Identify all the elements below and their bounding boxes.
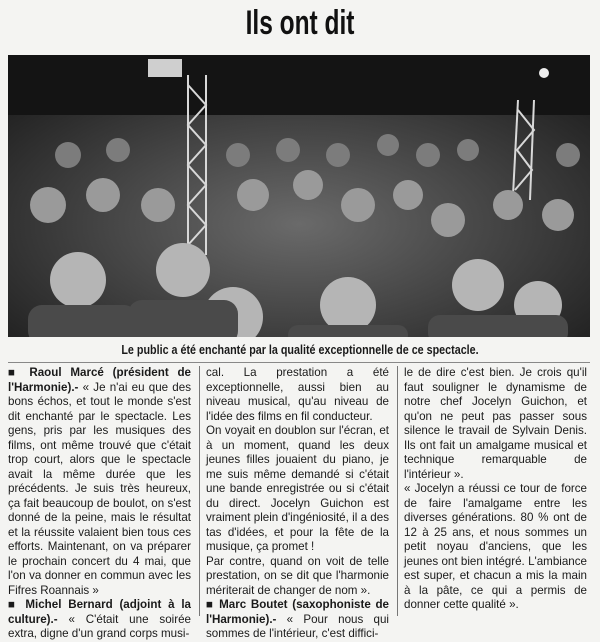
article-column-1 <box>8 366 191 642</box>
caption-divider <box>8 362 590 363</box>
article-column-2 <box>206 366 389 642</box>
quote-text: « C'était une soirée extra, digne d'un grand corps musi- <box>8 612 191 640</box>
quote-michel-bernard <box>8 598 191 642</box>
quote-raoul-marce <box>8 366 191 598</box>
audience-photo <box>8 55 590 337</box>
column-separator <box>397 366 398 616</box>
article-title: Ils ont dit <box>245 4 355 42</box>
quote-text: « Je n'ai eu que des bons échos, et tout le monde s'est dit enchanté par le spectacle. Les gens, pris par les musiques des films, ont même trouvé que c'était trop court, alors que le spectacle avait la même durée que les précédents. Je suis très heureux, ça fait beaucoup de boulot, on s'est donné de la peine, mais le résultat et la réussite valaient bien tous ces efforts. Maintenant, on va préparer le prochain concert du 4 mai, que l'on va donner en commun avec les Fifres Roannais » <box>8 380 191 597</box>
photo-caption: Le public a été enchanté par la qualité exceptionnelle de ce spectacle. <box>121 343 479 357</box>
speaker-name: ■ Michel Bernard (adjoint à la culture).- <box>8 598 191 626</box>
quote-marc-boutet <box>206 598 389 642</box>
paragraph: cal. La prestation a été exceptionnelle, aussi bien au niveau musical, qu'au niveau de l'idée des films en fil conducteur. <box>206 366 389 423</box>
paragraph: On voyait en doublon sur l'écran, et à un moment, quand les deux jeunes filles jouaient du piano, je me suis même demandé si c'était une bande enregistrée ou si c'était du direct. Jocelyn Guichon est vraiment plein d'ingéniosité, il a des tas d'idées, et pour la fête de la musique, ça promet ! <box>206 424 389 553</box>
paragraph: le de dire c'est bien. Je crois qu'il faut souligner le dynamisme de notre chef Jocelyn Guichon, et qu'on ne peut pas passer sous silence le travail de Sylvain Denis. Ils ont fait un amalgame musical et technique remarquable de l'intérieur ». <box>404 366 587 481</box>
column-separator <box>199 366 200 616</box>
paragraph: Par contre, quand on voit de telle prestation, on se dit que l'harmonie mériterait de changer de nom ». <box>206 554 389 597</box>
quote-text: « Pour nous qui sommes de l'intérieur, c'est diffici- <box>206 612 389 640</box>
article-column-3 <box>404 366 587 613</box>
speaker-name: ■ Raoul Marcé (président de l'Harmonie).- <box>8 366 191 394</box>
paragraph: « Jocelyn a réussi ce tour de force de faire l'amalgame entre les diverses générations. 80 % ont de 12 à 25 ans, et nous sommes un petit noyau d'anciens, que les jeunes ont bien intégré. L'ambiance est super, et chacun a mis la main à la pâte, ce qui a permis de donner cette qualité ». <box>404 482 587 611</box>
audience-photo-drawing <box>8 55 590 337</box>
speaker-name: ■ Marc Boutet (saxophoniste de l'Harmonie).- <box>206 598 389 626</box>
